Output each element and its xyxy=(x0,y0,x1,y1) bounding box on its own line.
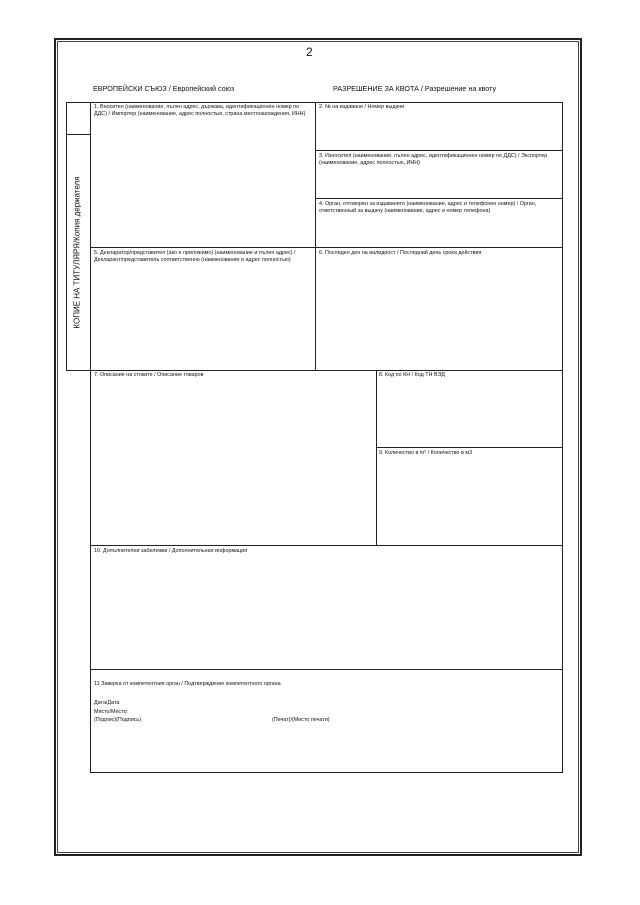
field-quantity: 9. Количество в m³ / Количество в м3 xyxy=(379,450,473,456)
grid-line xyxy=(376,447,563,448)
grid-line xyxy=(90,102,91,772)
grid-line xyxy=(315,198,563,199)
grid-line xyxy=(376,370,377,545)
grid-line xyxy=(90,545,563,546)
header-title: РАЗРЕШЕНИЕ ЗА КВОТА / Разрешение на квоту xyxy=(333,84,497,93)
field-issue-number: 2. № на издаване / Номер выдачи xyxy=(319,104,405,110)
field-exporter: 3. Износител (наименование, пълен адрес, идентификационен номер по ДДС) / Экспортер (наименование, адрес полностью, ИНН) xyxy=(319,153,548,166)
grid-line xyxy=(90,669,563,670)
grid-line xyxy=(90,247,315,248)
field-importer: 1. Вносител (наименование, пълен адрес, държава, идентификационен номер по ДДС) / Импортер (наименование, адрес полностью, страна местонахождения, ИНН) xyxy=(94,104,306,117)
grid-line xyxy=(90,772,563,773)
field-cn-code: 8. Код по КН / Код ТН ВЭД xyxy=(379,372,445,378)
field-additional-info: 10. Допълнителни забележки / Дополнительная информация xyxy=(94,548,248,554)
place-label: Място/Место: xyxy=(94,709,129,715)
grid-line xyxy=(562,102,563,772)
holder-copy-label: КОПИЕ НА ТИТУЛЯРЯ/Копия держателя xyxy=(72,175,82,329)
field-goods-description: 7. Описание на стоките / Описание товаров xyxy=(94,372,204,378)
field-issuing-authority: 4. Орган, отговорен за издаването (наименование, адрес и телефонен номер) / Орган, ответственный за выдачу (наименование, адрес и номер телефона) xyxy=(319,201,537,214)
field-declarant: 5. Декларатор/представител (ако е приложимо) (наименование и пълен адрес) / Декларант/представитель соответственно (наименование и адрес полностью) xyxy=(94,250,296,263)
page-number: 2 xyxy=(306,45,313,59)
grid-line xyxy=(315,102,316,370)
signature-label: (Подпис)(Подпись) xyxy=(94,717,142,723)
grid-line xyxy=(315,247,563,248)
field-authority-endorsement: 11 Заверка от компетентния орган / Подтверждение компетентного органа xyxy=(94,681,281,687)
date-label: Дата/Дата xyxy=(94,700,120,706)
grid-line xyxy=(315,150,563,151)
stamp-label: (Печат)/(Место печати) xyxy=(272,717,330,723)
grid-line xyxy=(66,370,563,371)
field-last-valid-day: 6. Последен ден на валидност / Последний день срока действия xyxy=(319,250,482,256)
header-union: ЕВРОПЕЙСКИ СЪЮЗ / Европейский союз xyxy=(93,84,235,93)
